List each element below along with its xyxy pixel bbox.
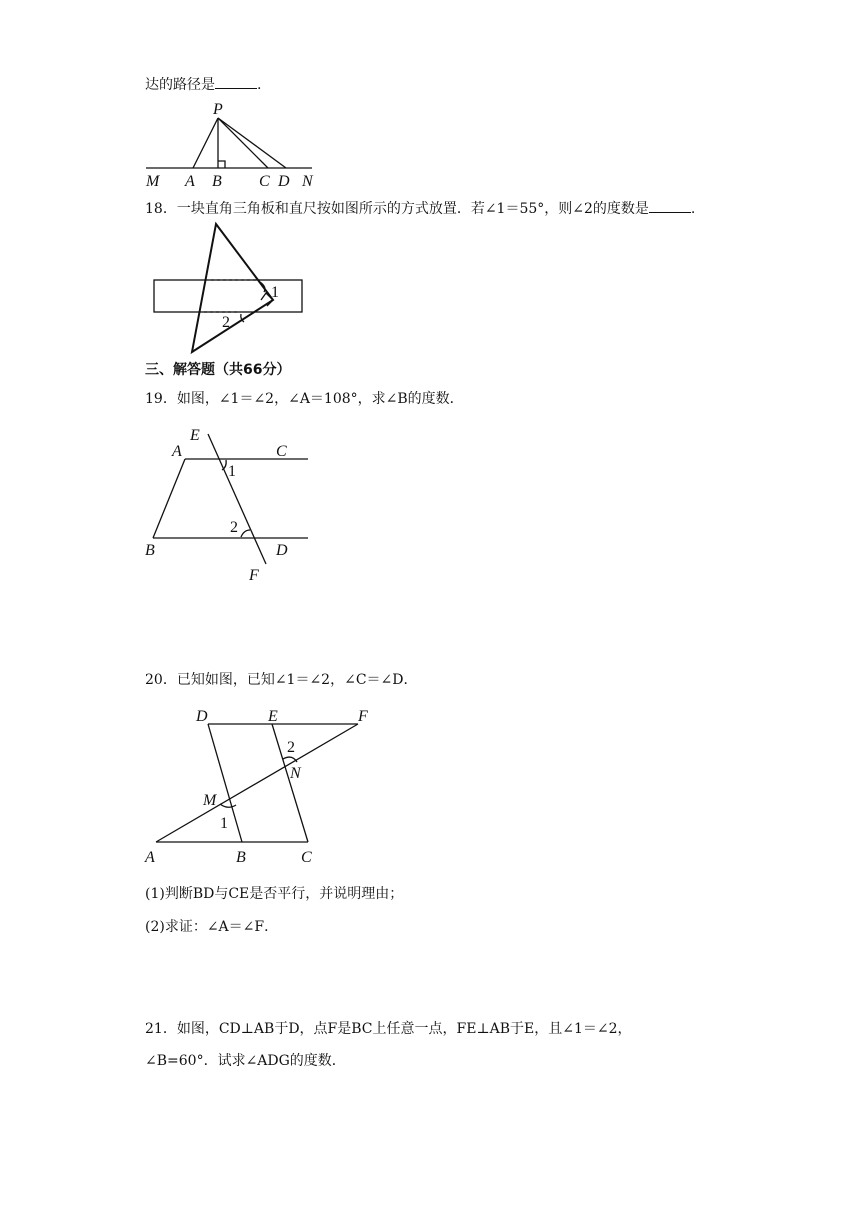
q18-question: 18．一块直角三角板和直尺按如图所示的方式放置．若∠1＝55°，则∠2的度数是 [145,201,649,217]
label-angle-1: 1 [220,815,228,832]
q17-answer-blank[interactable] [215,74,257,89]
label-m: M [203,792,217,809]
q19-text: 19．如图，∠1＝∠2，∠A＝108°，求∠B的度数． [145,391,464,407]
q18-figure [148,220,308,355]
label-c: C [301,849,312,866]
right-triangle [192,224,273,352]
angle-1-arc [220,804,236,807]
label-b: B [145,542,155,559]
label-angle-1: 1 [271,284,279,301]
segment-pd [218,118,286,168]
segment-af [156,724,358,842]
label-n: N [290,765,301,782]
label-d: D [196,708,208,725]
q17-figure [140,100,330,190]
label-e: E [268,708,278,725]
label-f: F [249,567,259,584]
angle-1-arc [222,460,226,470]
label-b: B [212,173,222,190]
label-e: E [190,427,200,444]
right-angle-mark [218,161,225,168]
label-n: N [302,173,313,190]
ruler [154,280,302,312]
label-p: P [213,101,223,118]
q20-text: 20．已知如图，已知∠1＝∠2，∠C＝∠D． [145,672,418,688]
label-angle-1: 1 [228,463,236,480]
label-angle-2: 2 [287,739,295,756]
q19-figure [140,420,320,585]
q20-part-2: (2)求证：∠A＝∠F． [145,919,279,935]
q21-line-1: 21．如图，CD⊥AB于D，点F是BC上任意一点，FE⊥AB于E，且∠1＝∠2， [145,1021,632,1037]
q20-part-1: (1)判断BD与CE是否平行，并说明理由； [145,886,404,902]
q17-text [145,74,261,95]
label-d: D [278,173,290,190]
label-c: C [259,173,270,190]
q18-text [145,198,695,219]
label-a: A [145,849,155,866]
q17-tail: 达的路径是 [145,77,215,93]
q18-end: . [690,201,696,217]
q20-figure [140,702,380,867]
label-b: B [236,849,246,866]
q21-line-2: ∠B=60°．试求∠ADG的度数． [145,1053,346,1069]
segment-ab [153,459,185,538]
label-a: A [172,443,182,460]
segment-pa [193,118,218,168]
label-f: F [358,708,368,725]
label-a: A [185,173,195,190]
q18-answer-blank[interactable] [649,198,691,213]
line-ef [208,434,266,564]
label-angle-2: 2 [222,314,230,331]
angle-2-arc [241,530,250,537]
label-c: C [276,443,287,460]
label-angle-2: 2 [230,519,238,536]
label-d: D [276,542,288,559]
section-3-title: 三、解答题（共66分） [145,362,291,378]
label-m: M [146,173,160,190]
q17-end: . [257,77,262,93]
